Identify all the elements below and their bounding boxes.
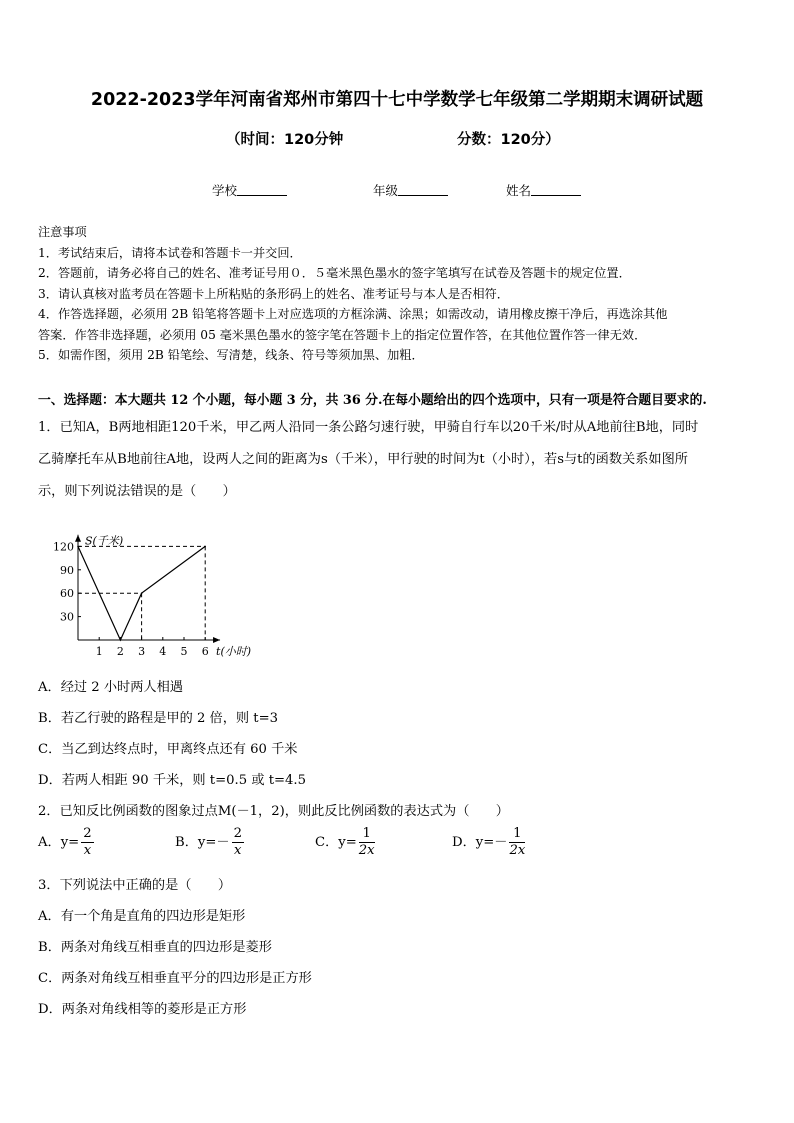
x-axis-label: t(小时) (216, 645, 252, 658)
section-heading: 一、选择题：本大题共 12 个小题，每小题 3 分，共 36 分.在每小题给出的四个选项中，只有一项是符合题目要求的. (38, 393, 707, 408)
fraction (359, 826, 375, 859)
notes-item: 3．请认真核对监考员在答题卡上所粘贴的条形码上的姓名、准考证号与本人是否相符． (38, 286, 509, 301)
numerator: 2 (233, 826, 242, 841)
y-axis-label: S(千米) (85, 534, 124, 548)
data-point (77, 546, 79, 548)
q1-line: 示，则下列说法错误的是（ ） (38, 484, 236, 499)
data-point (204, 546, 206, 548)
grade-field[interactable] (373, 181, 448, 199)
q2-stem: 2．已知反比例函数的图象过点M(－1，2)，则此反比例函数的表达式为（ ） (38, 804, 509, 819)
q3-option-a: A．有一个角是直角的四边形是矩形 (38, 909, 246, 924)
grade-blank[interactable] (398, 183, 448, 196)
y-tick-label: 60 (60, 587, 74, 601)
x-tick-label: 4 (159, 645, 167, 658)
y-tick-label: 120 (53, 540, 74, 554)
numerator: 1 (509, 826, 525, 843)
notes-item: 2．答题前，请务必将自己的姓名、准考证号用０．５毫米黑色墨水的签字笔填写在试卷及答题卡的规定位置． (38, 266, 631, 280)
fraction (81, 826, 93, 859)
notes-item: 答案．作答非选择题，必须用 05 毫米黑色墨水的签字笔在答题卡上的指定位置作答，在其他位置作答一律无效． (38, 327, 647, 342)
denominator: x (83, 843, 92, 858)
q1-line: 1．已知A，B两地相距120千米，甲乙两人沿同一条公路匀速行驶，甲骑自行车以20千米/时从A地前往B地，同时 (38, 420, 699, 435)
distance-time-chart (40, 508, 300, 668)
y-tick-label: 30 (60, 610, 74, 624)
q1-option-a: A．经过 2 小时两人相遇 (38, 680, 183, 695)
q2-option-label: C．y= (315, 835, 357, 850)
fraction (232, 826, 244, 859)
data-point (141, 592, 143, 594)
q3-option-c: C．两条对角线互相垂直平分的四边形是正方形 (38, 971, 312, 986)
grade-label: 年级 (373, 183, 399, 198)
q2-option-d (452, 826, 527, 859)
name-label: 姓名 (506, 183, 532, 198)
exam-title: 2022-2023学年河南省郑州市第四十七中学数学七年级第二学期期末调研试题 (90, 90, 704, 110)
q2-option-label: B．y= (175, 835, 217, 850)
name-blank[interactable] (531, 183, 581, 196)
q2-option-sign: － (494, 835, 508, 850)
chart-series (77, 546, 206, 641)
school-field[interactable] (212, 181, 287, 199)
q1-option-b: B．若乙行驶的路程是甲的 2 倍，则 t=3 (38, 711, 279, 726)
q2-option-sign: － (216, 835, 230, 850)
exam-score: 分数：120分） (457, 132, 560, 148)
y-tick-label: 90 (60, 563, 74, 577)
school-blank[interactable] (237, 183, 287, 196)
name-field[interactable] (506, 181, 581, 199)
x-tick-label: 3 (138, 645, 146, 658)
q2-option-a (38, 826, 96, 859)
school-label: 学校 (212, 183, 238, 198)
notes-block (38, 222, 758, 366)
y-axis-arrow (75, 535, 81, 542)
x-axis-arrow (213, 637, 220, 643)
x-tick-label: 1 (95, 645, 103, 658)
data-point (120, 639, 122, 641)
exam-time: （时间：120分钟 (226, 132, 344, 148)
q3-option-d: D．两条对角线相等的菱形是正方形 (38, 1002, 247, 1017)
q3-option-b: B．两条对角线互相垂直的四边形是菱形 (38, 940, 272, 955)
notes-item: 1．考试结束后，请将本试卷和答题卡一并交回． (38, 245, 302, 260)
notes-heading: 注意事项 (38, 225, 87, 239)
q2-option-b (175, 826, 246, 859)
notes-item: 4．作答选择题，必须用 2B 铅笔将答题卡上对应选项的方框涂满、涂黑；如需改动，请用橡皮擦干净后，再选涂其他 (38, 307, 668, 321)
q2-option-label: D．y= (452, 835, 495, 850)
q3-stem: 3．下列说法中正确的是（ ） (38, 878, 232, 893)
q1-option-c: C．当乙到达终点时，甲离终点还有 60 千米 (38, 742, 298, 757)
numerator: 1 (359, 826, 375, 843)
numerator: 2 (83, 826, 92, 841)
denominator: 2x (358, 843, 375, 858)
x-tick-label: 5 (180, 645, 188, 658)
q2-option-label: A．y= (38, 835, 80, 850)
x-tick-label: 2 (116, 645, 124, 658)
denominator: x (234, 843, 242, 858)
denominator: 2x (509, 843, 526, 858)
fraction (509, 826, 525, 859)
q2-option-c (315, 826, 377, 859)
q1-line: 乙骑摩托车从B地前往A地，设两人之间的距离为s（千米），甲行驶的时间为t（小时），若s与t的函数关系如图所 (38, 452, 688, 467)
q1-option-d: D．若两人相距 90 千米，则 t=0.5 或 t=4.5 (38, 773, 307, 788)
notes-item: 5．如需作图，须用 2B 铅笔绘、写清楚，线条、符号等须加黑、加粗． (38, 348, 424, 362)
x-tick-label: 6 (201, 645, 209, 658)
